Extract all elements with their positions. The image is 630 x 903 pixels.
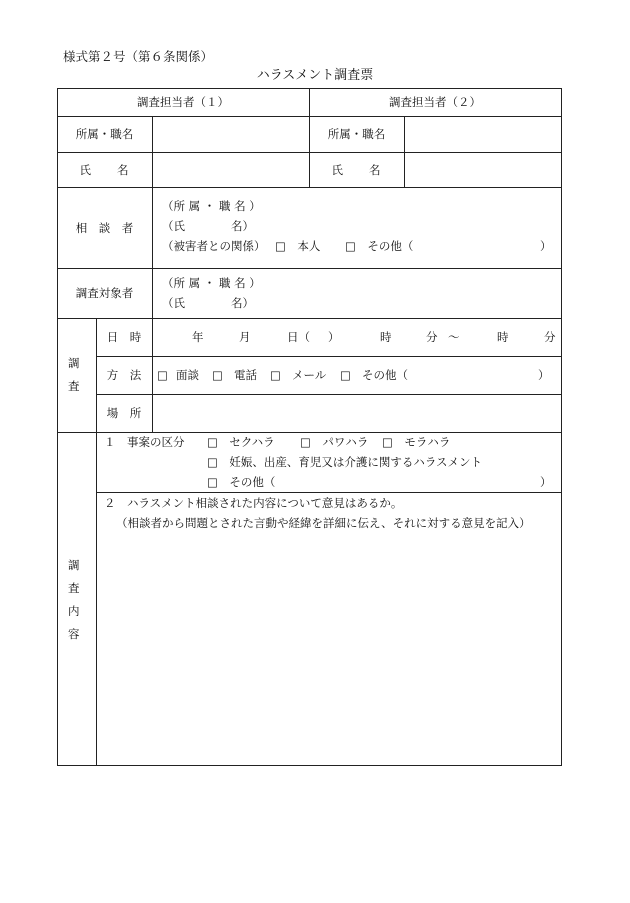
investigator-2-name-label: 氏 名	[331, 163, 382, 177]
category-other-close-paren: ）	[540, 475, 552, 489]
end-minute-unit: 分	[544, 330, 556, 344]
subject-affiliation-label: （所 属 ・ 職 名 ）	[162, 276, 261, 290]
subject-label: 調査対象者	[75, 286, 134, 300]
investigator-2-affiliation-field	[405, 117, 560, 151]
method-checkbox-interview: □	[157, 368, 168, 382]
row-divider	[96, 492, 561, 493]
method-option-email: メール	[292, 368, 327, 382]
date-day-unit: 日（	[287, 330, 310, 344]
case-category-heading: １ 事案の区分	[104, 435, 185, 449]
method-label: 方 法	[106, 368, 142, 382]
contents-label-char: 容	[68, 627, 80, 641]
row-divider	[57, 268, 561, 269]
method-checkbox-other: □	[340, 368, 351, 382]
row-divider	[57, 318, 561, 319]
opinion-writing-area	[97, 535, 560, 764]
row-divider	[96, 356, 561, 357]
date-year-unit: 年	[192, 330, 204, 344]
consultant-name-label: （氏 名）	[162, 219, 254, 233]
category-option-sexual-harassment: □ セクハラ	[207, 435, 275, 449]
category-option-power-harassment: □ パワハラ	[300, 435, 369, 449]
end-hour-unit: 時	[497, 330, 509, 344]
investigator-2-header: 調査担当者（２）	[389, 95, 481, 109]
method-checkbox-phone: □	[212, 368, 223, 382]
time-range-tilde: ～	[448, 330, 460, 344]
place-label: 場 所	[106, 406, 142, 420]
date-weekday-close: ）	[328, 330, 340, 344]
investigator-2-name-field	[405, 153, 560, 186]
row-divider	[57, 187, 561, 188]
category-option-moral-harassment: □ モラハラ	[382, 435, 451, 449]
relation-option-other: □ その他（	[345, 239, 414, 253]
contents-label-char: 内	[68, 604, 80, 618]
investigator-1-header: 調査担当者（１）	[137, 95, 229, 109]
consultant-label: 相 談 者	[75, 221, 134, 235]
category-option-other: □ その他（	[207, 475, 276, 489]
victim-relation-label: （被害者との関係）	[162, 239, 266, 253]
relation-option-self: □ 本人	[275, 239, 321, 253]
investigator-1-affiliation-field	[153, 117, 308, 151]
opinion-instruction-note: （相談者から問題とされた言動や経緯を詳細に伝え、それに対する意見を記入）	[116, 516, 531, 530]
date-month-unit: 月	[239, 330, 251, 344]
consultant-affiliation-label: （所 属 ・ 職 名 ）	[162, 199, 261, 213]
row-divider	[57, 432, 561, 433]
subject-name-label: （氏 名）	[162, 296, 254, 310]
relation-other-close-paren: ）	[540, 239, 552, 253]
start-minute-unit: 分	[426, 330, 438, 344]
datetime-label: 日 時	[106, 330, 142, 344]
method-checkbox-email: □	[270, 368, 281, 382]
contents-label-char: 査	[68, 581, 80, 595]
investigator-1-name-label: 氏 名	[79, 163, 130, 177]
form-number: 様式第２号（第６条関係）	[63, 49, 214, 64]
investigator-1-affiliation-label: 所属・職名	[75, 127, 134, 141]
method-option-other: その他（	[362, 368, 408, 382]
start-hour-unit: 時	[380, 330, 392, 344]
method-option-phone: 電話	[234, 368, 257, 382]
form-title: ハラスメント調査票	[256, 68, 374, 83]
method-option-interview: 面談	[176, 368, 199, 382]
investigator-2-affiliation-label: 所属・職名	[327, 127, 386, 141]
investigation-label-char: 調	[68, 356, 80, 370]
method-other-close-paren: ）	[538, 368, 550, 382]
investigator-1-name-field	[153, 153, 308, 186]
category-option-maternity-care-harassment: □ 妊娠、出産、育児又は介護に関するハラスメント	[207, 455, 483, 469]
contents-label-char: 調	[68, 558, 80, 572]
place-field	[153, 395, 560, 431]
investigation-label-char: 査	[68, 379, 80, 393]
opinion-heading: ２ ハラスメント相談された内容について意見はあるか。	[104, 496, 403, 510]
